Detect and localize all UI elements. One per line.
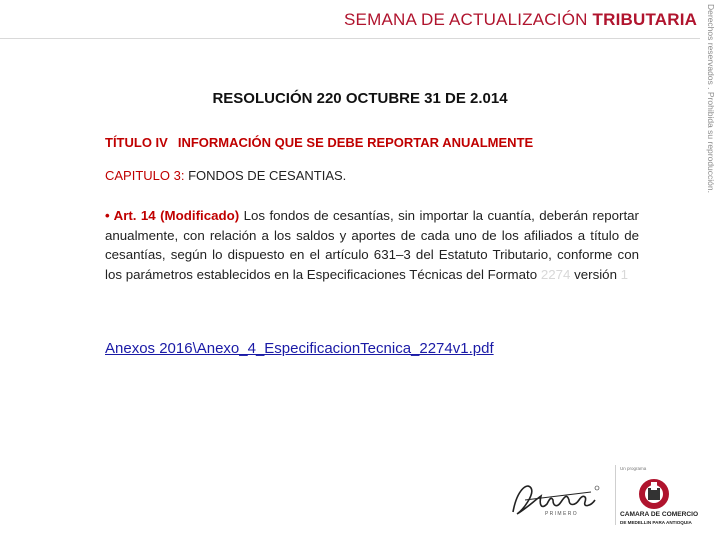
event-title-bold: TRIBUTARIA xyxy=(592,10,698,29)
resolution-title: RESOLUCIÓN 220 OCTUBRE 31 DE 2.014 xyxy=(212,90,508,107)
article-body: Los fondos de cesantías, sin importar la cuantía, deberán reportar anualmente, con relación a los saldos y aportes de cada uno de los afiliados a título de cesantías, según lo dispuesto en el artículo 631–3 del Estatuto Tributario, conforme con los parámetros establecidos en la Especificaciones Técnicas del Formato xyxy=(105,208,639,282)
afiliado-subtitle: P R I M E R O xyxy=(545,511,577,517)
event-title-light: SEMANA DE ACTUALIZACIÓN xyxy=(344,10,593,29)
capitulo-heading xyxy=(105,168,346,183)
header-band xyxy=(0,0,700,40)
camara-comercio-logo xyxy=(618,462,710,534)
article-format-number: 2274 xyxy=(540,266,571,282)
article-label: • Art. 14 (Modificado) xyxy=(105,208,240,223)
article-version-word: versión xyxy=(570,266,621,282)
annex-file-link[interactable]: Anexos 2016\Anexo_4_EspecificacionTecnica_2274v1.pdf xyxy=(105,340,494,357)
ccm-city: DE MEDELLIN PARA ANTIOQUIA xyxy=(620,520,692,525)
ccm-program-note: Un programa xyxy=(620,466,647,471)
capitulo-label: CAPITULO 3: xyxy=(105,168,185,183)
titulo-heading xyxy=(105,135,533,150)
article-version-number: 1 xyxy=(620,266,629,282)
titulo-label: TÍTULO IV xyxy=(105,135,168,150)
footer-divider xyxy=(615,465,616,525)
titulo-text: INFORMACIÓN QUE SE DEBE REPORTAR ANUALMENTE xyxy=(177,135,534,150)
article-paragraph xyxy=(105,206,639,284)
header-divider xyxy=(0,38,700,39)
copyright-text: Derechos reservados . Prohibida su reproducción. xyxy=(706,4,716,193)
copyright-note xyxy=(701,4,719,214)
afiliado-logo xyxy=(505,470,605,530)
capitulo-text: FONDOS DE CESANTIAS. xyxy=(184,168,347,183)
ccm-name: CAMARA DE COMERCIO xyxy=(620,511,699,518)
event-title xyxy=(344,10,697,30)
